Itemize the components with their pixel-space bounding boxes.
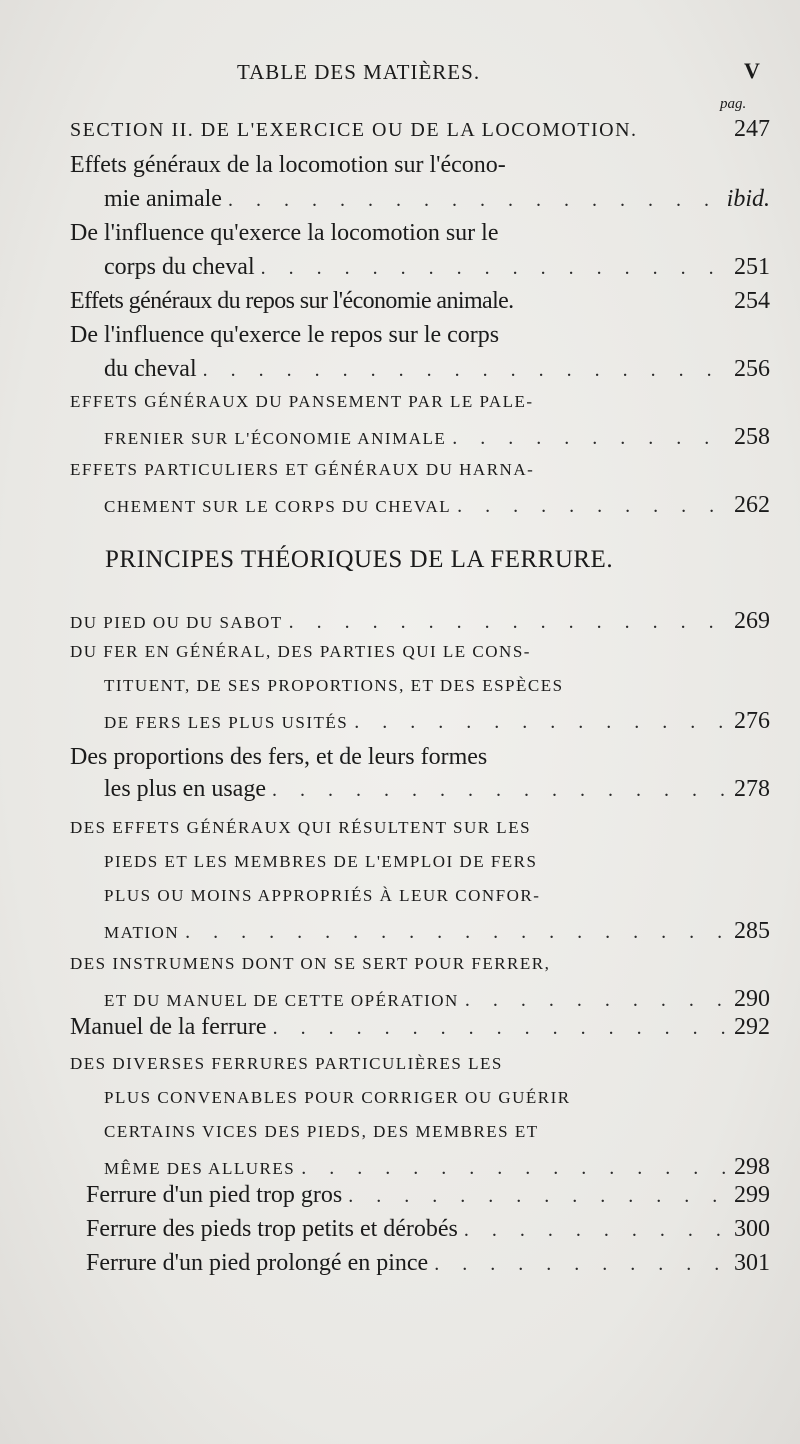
toc-entry: DES INSTRUMENS DONT ON SE SERT POUR FERRER, <box>70 954 551 973</box>
page-number: V <box>744 58 760 83</box>
toc-entry: MÊME DES ALLURES . . . 298 <box>104 1154 770 1188</box>
toc-entry: DU FER EN GÉNÉRAL, DES PARTIES QUI LE CONS- <box>70 642 531 661</box>
page-header <box>0 58 800 94</box>
leader-dots <box>457 495 728 518</box>
leader-dots <box>289 611 728 634</box>
leader-dots <box>273 1017 728 1040</box>
toc-entry: DES DIVERSES FERRURES PARTICULIÈRES LES <box>70 1054 503 1073</box>
toc-entry: les plus en usage . . . 278 <box>104 776 770 810</box>
leader-dots <box>464 1219 728 1242</box>
leader-dots <box>228 189 721 212</box>
leader-dots <box>185 921 728 944</box>
toc-entry: du cheval . . . 256 <box>104 356 770 390</box>
toc-entry: CHEMENT SUR LE CORPS DU CHEVAL . . . 262 <box>104 492 770 526</box>
toc-entry: Ferrure d'un pied trop gros . . . 299 <box>86 1182 770 1216</box>
toc-entry: Manuel de la ferrure . . . 292 <box>70 1014 770 1048</box>
toc-entry: CERTAINS VICES DES PIEDS, DES MEMBRES ET <box>104 1122 539 1141</box>
pag-label: pag. <box>720 96 747 112</box>
toc-entry: SECTION II. DE L'EXERCICE OU DE LA LOCOMOTION. 247 <box>70 116 770 142</box>
leader-dots <box>261 257 728 280</box>
toc-entry: DES EFFETS GÉNÉRAUX QUI RÉSULTENT SUR LES <box>70 818 532 837</box>
leader-dots <box>434 1253 728 1276</box>
toc-entry: mie animale . . . ibid. <box>104 186 770 220</box>
toc-entry: Ferrure des pieds trop petits et dérobés . . . 300 <box>86 1216 770 1250</box>
leader-dots <box>203 359 728 382</box>
toc-entry: DE FERS LES PLUS USITÉS . . . 276 <box>104 708 770 742</box>
leader-dots <box>465 989 728 1012</box>
page-title: TABLE DES MATIÈRES. <box>237 60 481 84</box>
toc-entry: ET DU MANUEL DE CETTE OPÉRATION . . . 290 <box>104 986 770 1020</box>
toc-entry: PLUS CONVENABLES POUR CORRIGER OU GUÉRIR <box>104 1088 571 1107</box>
toc-entry: PLUS OU MOINS APPROPRIÉS À LEUR CONFOR- <box>104 886 541 905</box>
section-heading: PRINCIPES THÉORIQUES DE LA FERRURE. <box>105 546 614 573</box>
toc-entry: Effets généraux du repos sur l'économie animale. 254 <box>70 288 770 314</box>
toc-entry: De l'influence qu'exerce la locomotion sur le <box>70 220 499 246</box>
leader-dots <box>301 1157 728 1180</box>
toc-entry: Ferrure d'un pied prolongé en pince . . . 301 <box>86 1250 770 1284</box>
leader-dots <box>452 427 728 450</box>
toc-entry: De l'influence qu'exerce le repos sur le corps <box>70 322 500 348</box>
toc-entry: Des proportions des fers, et de leurs formes <box>70 744 488 770</box>
toc-entry: DU PIED OU DU SABOT . . . 269 <box>70 608 770 642</box>
toc-entry: TITUENT, DE SES PROPORTIONS, ET DES ESPÈCES <box>104 676 564 695</box>
leader-dots <box>348 1185 728 1208</box>
leader-dots <box>354 711 728 734</box>
toc-entry: corps du cheval . . . 251 <box>104 254 770 288</box>
toc-entry: EFFETS PARTICULIERS ET GÉNÉRAUX DU HARNA- <box>70 460 535 479</box>
toc-entry: EFFETS GÉNÉRAUX DU PANSEMENT PAR LE PALE- <box>70 392 534 411</box>
toc-entry: FRENIER SUR L'ÉCONOMIE ANIMALE . . . 258 <box>104 424 770 458</box>
toc-entry: Effets généraux de la locomotion sur l'écono- <box>70 152 506 178</box>
toc-entry: PIEDS ET LES MEMBRES DE L'EMPLOI DE FERS <box>104 852 538 871</box>
toc-entry: MATION . . . 285 <box>104 918 770 952</box>
leader-dots <box>272 779 728 802</box>
